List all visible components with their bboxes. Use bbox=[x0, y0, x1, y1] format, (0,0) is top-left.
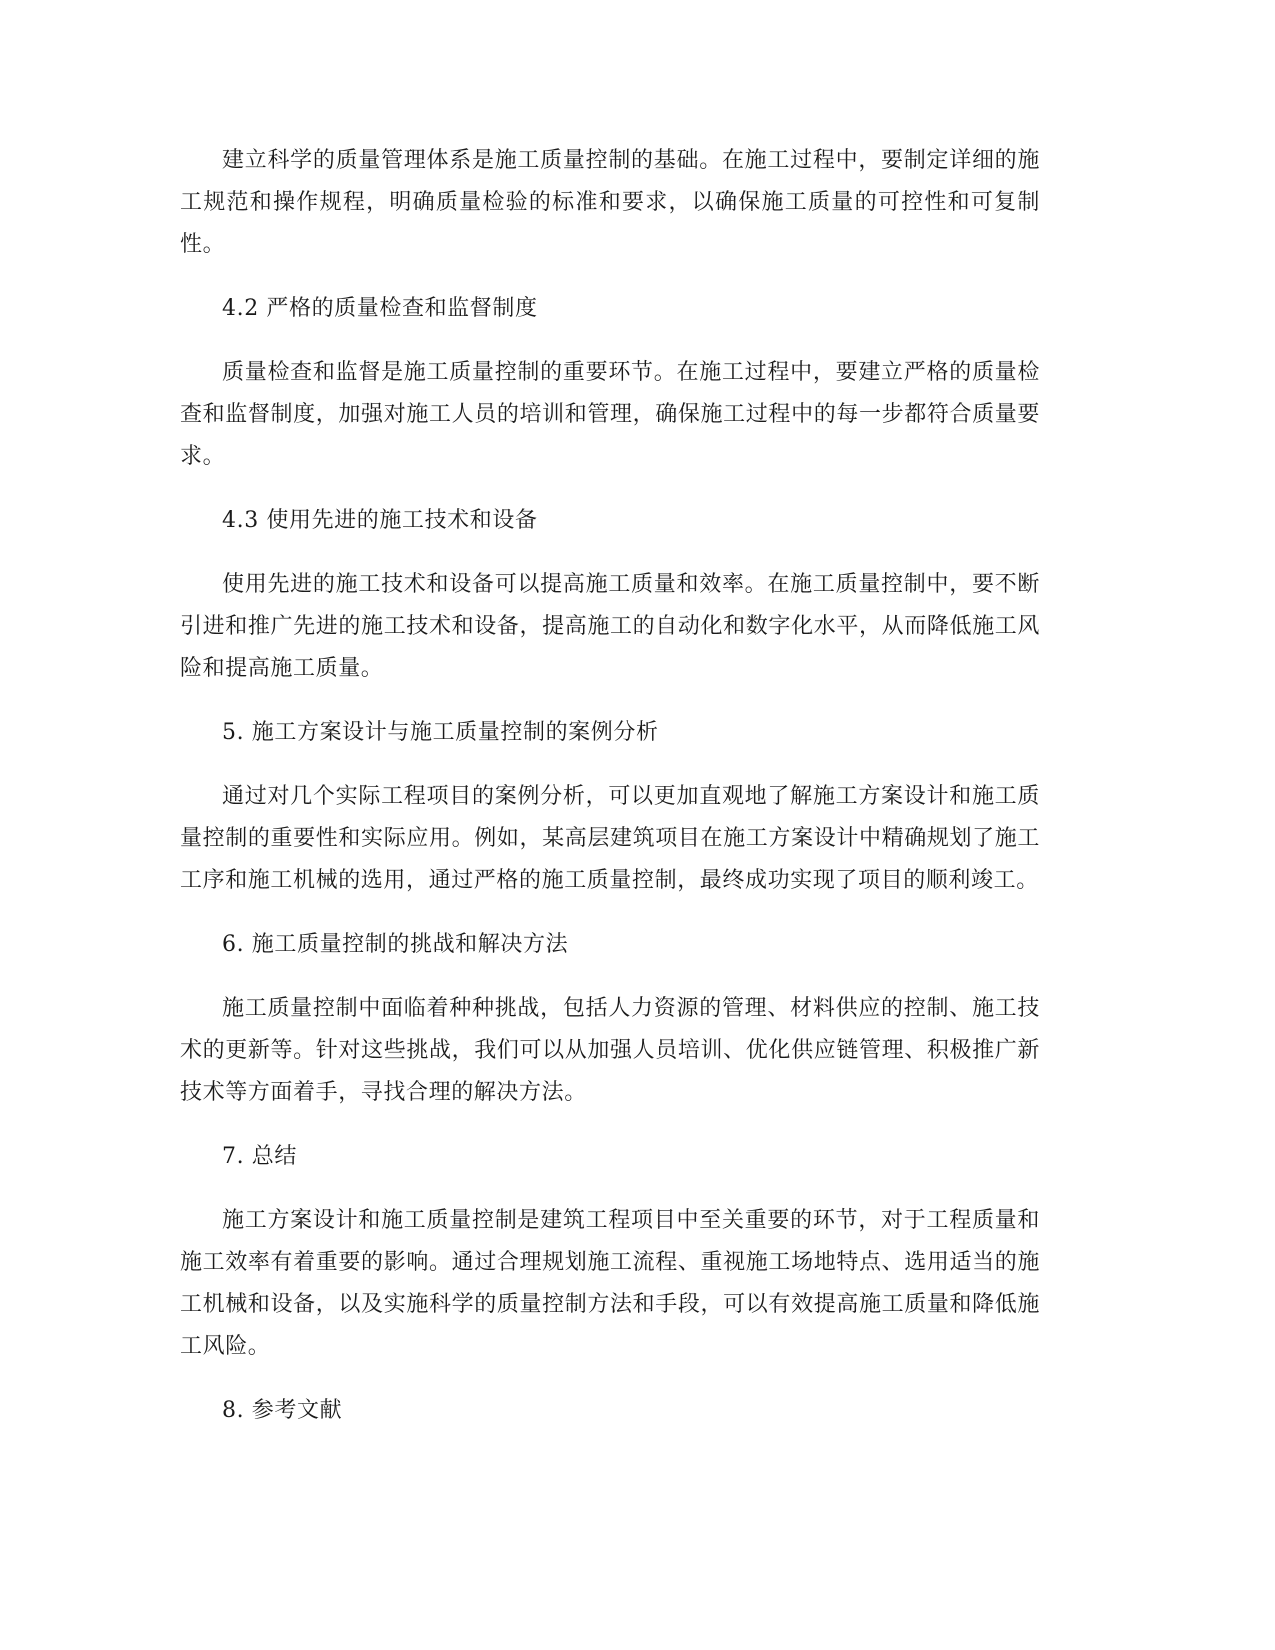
document-body bbox=[180, 140, 1040, 1454]
paragraph-inspection: 质量检查和监督是施工质量控制的重要环节。在施工过程中，要建立严格的质量检查和监督制度，加强对施工人员的培训和管理，确保施工过程中的每一步都符合质量要求。 bbox=[180, 360, 1040, 469]
paragraph-advanced-tech: 使用先进的施工技术和设备可以提高施工质量和效率。在施工质量控制中，要不断引进和推广先进的施工技术和设备，提高施工的自动化和数字化水平，从而降低施工风险和提高施工质量。 bbox=[180, 572, 1040, 681]
heading-4-3: 4.3 使用先进的施工技术和设备 bbox=[222, 508, 538, 533]
paragraph-quality-system: 建立科学的质量管理体系是施工质量控制的基础。在施工过程中，要制定详细的施工规范和操作规程，明确质量检验的标准和要求，以确保施工质量的可控性和可复制性。 bbox=[180, 148, 1040, 257]
paragraph-summary: 施工方案设计和施工质量控制是建筑工程项目中至关重要的环节，对于工程质量和施工效率有着重要的影响。通过合理规划施工流程、重视施工场地特点、选用适当的施工机械和设备，以及实施科学的质量控制方法和手段，可以有效提高施工质量和降低施工风险。 bbox=[180, 1208, 1040, 1359]
paragraph-case-study: 通过对几个实际工程项目的案例分析，可以更加直观地了解施工方案设计和施工质量控制的重要性和实际应用。例如，某高层建筑项目在施工方案设计中精确规划了施工工序和施工机械的选用，通过严格的施工质量控制，最终成功实现了项目的顺利竣工。 bbox=[180, 784, 1040, 893]
heading-8: 8. 参考文献 bbox=[222, 1398, 343, 1423]
paragraph-challenges: 施工质量控制中面临着种种挑战，包括人力资源的管理、材料供应的控制、施工技术的更新等。针对这些挑战，我们可以从加强人员培训、优化供应链管理、积极推广新技术等方面着手，寻找合理的解决方法。 bbox=[180, 996, 1040, 1105]
heading-4-2: 4.2 严格的质量检查和监督制度 bbox=[222, 296, 538, 321]
heading-6: 6. 施工质量控制的挑战和解决方法 bbox=[222, 932, 569, 957]
heading-7: 7. 总结 bbox=[222, 1144, 297, 1169]
heading-5: 5. 施工方案设计与施工质量控制的案例分析 bbox=[222, 720, 659, 745]
